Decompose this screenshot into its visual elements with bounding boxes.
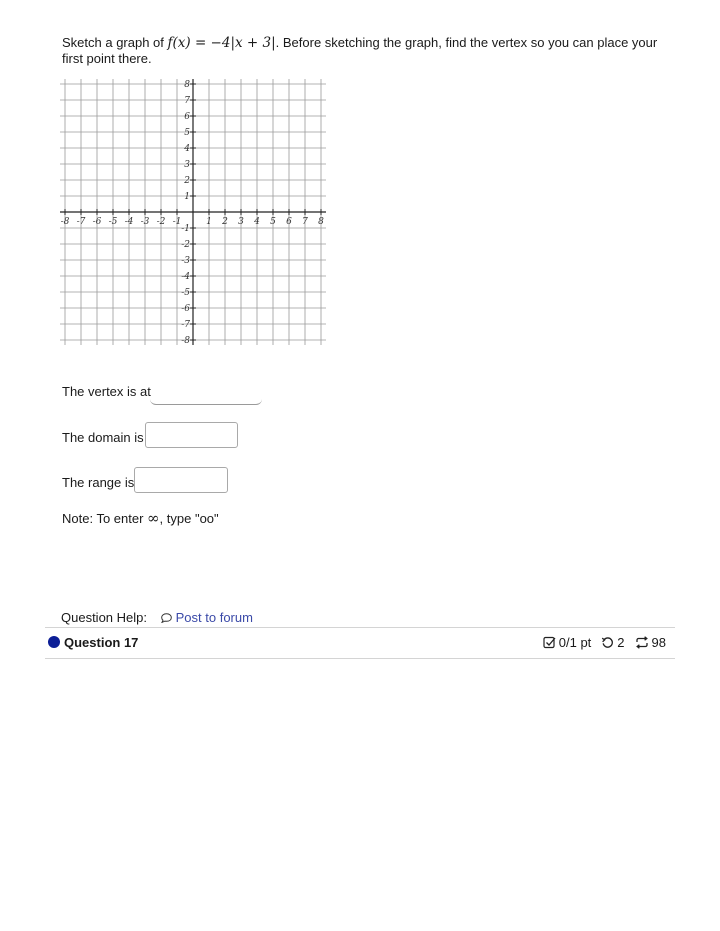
range-row: [62, 474, 134, 490]
divider-top: [45, 627, 675, 628]
range-input[interactable]: [134, 467, 228, 493]
prompt-text-after: . Before sketching the graph, find the vertex so you can place your first point there.: [62, 35, 658, 66]
domain-label: The domain is: [62, 430, 144, 446]
post-to-forum-link[interactable]: Post to forum: [175, 610, 253, 625]
question-stats: [543, 635, 666, 650]
y-tick-label: 4: [184, 144, 190, 154]
domain-input[interactable]: [145, 422, 238, 448]
vertex-row: [62, 383, 151, 399]
graphing-canvas[interactable]: [60, 79, 326, 345]
y-tick-label: -4: [181, 272, 190, 282]
y-tick-label: 6: [184, 112, 190, 122]
y-tick-label: 2: [184, 176, 190, 186]
infinity-note: [62, 509, 219, 527]
y-tick-label: -5: [181, 288, 190, 298]
coordinate-grid[interactable]: [60, 79, 326, 345]
x-tick-label: -3: [140, 217, 150, 227]
x-tick-label: -6: [92, 217, 102, 227]
x-tick-label: 1: [206, 217, 212, 227]
x-tick-label: 5: [270, 217, 276, 227]
domain-row: [62, 429, 144, 445]
question-prompt: [62, 35, 672, 67]
note-text-after: , type "oo": [159, 511, 219, 526]
x-tick-label: 7: [302, 217, 308, 227]
range-label: The range is: [62, 475, 135, 491]
y-tick-label: -3: [181, 256, 190, 266]
infinity-symbol: ∞: [147, 509, 160, 527]
x-tick-label: 3: [238, 217, 244, 227]
question-help: [61, 610, 253, 625]
question-header[interactable]: [48, 634, 668, 652]
attempts-cycle-icon: [635, 636, 649, 649]
x-tick-label: -8: [60, 217, 70, 227]
x-tick-label: 6: [286, 217, 292, 227]
checkbox-score-icon: [543, 636, 556, 649]
question-help-label: Question Help:: [61, 610, 147, 625]
retry-icon: [601, 636, 614, 649]
x-tick-label: -2: [156, 217, 166, 227]
y-tick-label: -6: [181, 304, 190, 314]
speech-bubble-icon: [161, 613, 172, 623]
vertex-input[interactable]: [150, 380, 262, 405]
x-tick-label: -7: [76, 217, 86, 227]
divider-bottom: [45, 658, 675, 659]
x-tick-label: 2: [222, 217, 228, 227]
y-tick-label: 1: [184, 192, 190, 202]
y-tick-label: -1: [181, 224, 190, 234]
question-status-dot: [48, 636, 60, 648]
prompt-text-before: Sketch a graph of: [62, 35, 168, 50]
x-tick-label: 4: [254, 217, 260, 227]
y-tick-label: -7: [181, 320, 190, 330]
question-attempts: 98: [651, 635, 666, 650]
x-tick-label: 8: [318, 217, 324, 227]
x-tick-label: -4: [124, 217, 134, 227]
x-tick-label: -1: [172, 217, 182, 227]
vertex-label: The vertex is at: [62, 384, 151, 400]
y-tick-label: -2: [181, 240, 190, 250]
note-text-before: Note: To enter: [62, 511, 148, 526]
y-tick-label: 7: [184, 96, 190, 106]
x-tick-label: -5: [108, 217, 118, 227]
question-title[interactable]: Question 17: [64, 635, 139, 650]
y-tick-label: 8: [184, 80, 190, 90]
prompt-function: f(x) = −4|x + 3|: [167, 35, 276, 51]
y-tick-label: -8: [181, 336, 190, 345]
question-score: 0/1 pt: [558, 635, 592, 650]
y-tick-label: 5: [184, 128, 190, 138]
question-retries: 2: [617, 635, 625, 650]
y-tick-label: 3: [184, 160, 190, 170]
